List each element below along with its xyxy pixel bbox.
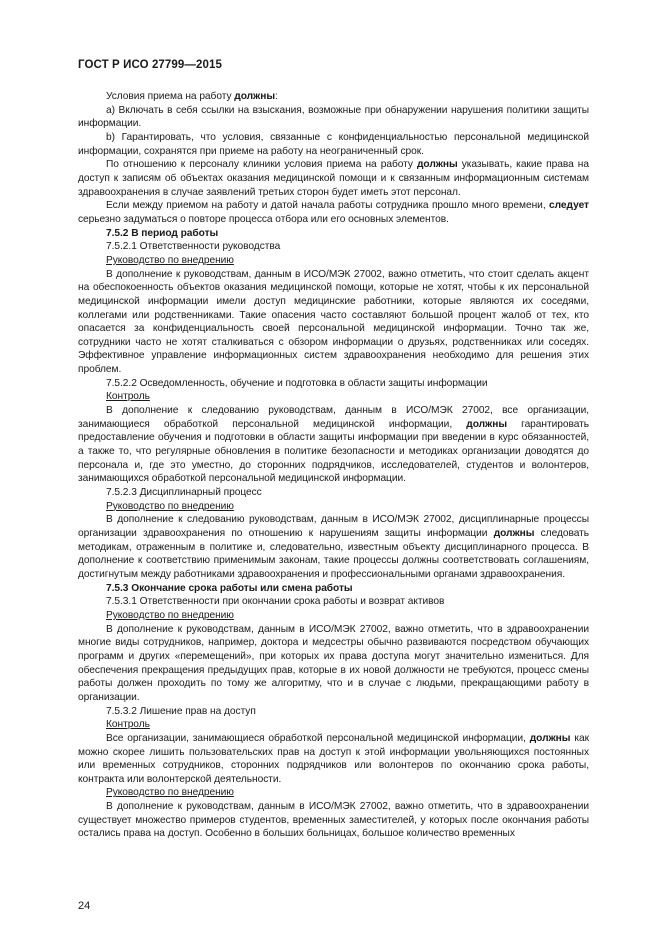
underlined-label-text: Контроль [106,391,150,403]
underlined-label [78,390,589,404]
underlined-label [78,500,589,514]
subsection-heading: 7.5.3.2 Лишение прав на доступ [106,705,256,717]
bold-term: следует [549,200,589,212]
bold-term: должны [493,528,535,539]
bold-term: должны [234,91,275,102]
paragraph [78,800,589,841]
subsection-heading: 7.5.2.1 Ответственности руководства [106,241,281,253]
paragraph [78,199,589,226]
text-run: В дополнение к следованию руководствам, данным в ИСО/МЭК 27002, все организации, занимающиеся обработкой персональной медицинской информации, [78,405,589,430]
document-body [78,90,589,841]
bold-term: должны [466,418,507,430]
paragraph [78,732,589,787]
page-number: 24 [78,900,91,912]
subsection-heading: 7.5.3.1 Ответственности при окончании срока работы и возврат активов [106,596,445,608]
paragraph [78,404,589,486]
underlined-label-text: Руководство по внедрению [106,254,234,266]
section-heading: 7.5.2 В период работы [106,227,219,239]
text-run: В дополнение к следованию руководствам, данным в ИСО/МЭК 27002, дисциплинарные процессы организации здравоохранения по отношению к нарушениям защиты информации [78,514,589,539]
paragraph [78,513,589,581]
underlined-label-text: Контроль [106,719,150,731]
section-heading: 7.5.3 Окончание срока работы или смена работы [106,582,353,594]
underlined-label-text: Руководство по внедрению [106,609,234,621]
bold-term: должны [416,159,458,171]
document-header: ГОСТ Р ИСО 27799—2015 [78,59,223,71]
underlined-label [78,254,589,268]
subsection-heading: 7.5.2.2 Осведомленность, обучение и подготовка в области защиты информации [106,377,488,389]
underlined-label [78,609,589,623]
text-run: В дополнение к руководствам, данным в ИСО/МЭК 27002, важно отметить, что стоит сделать акцент на обеспокоенность объектов оказания медицинской помощи, которые не хотят, чтобы к их персональной медицинской информации имели доступ медицинские работники, которые являются их соседями, коллегами или родственниками. Такие опасения часто составляют большой процент жалоб от тех, кто опасается за конфиденциальность своей персональной медицинской информации. Точно так же, сотрудники часто не хотят сталкиваться с обзором информации о друзьях, родственниках или соседях. Эффективное управление информационных систем здравоохранения необходимо для решения этих проблем. [78,268,589,376]
text-run: По отношению к персоналу клиники условия приема на работу [106,159,417,171]
text-run: следовать методикам, отраженным в политике и, следовательно, известным объекту дисциплинарного процесса. В дополнение к соответствию применимым законам, такие процессы должны соответствовать соглашениям, достигнутым между работниками здравоохранения и профессиональными органами здравоохранения. [78,528,589,580]
text-run: В дополнение к руководствам, данным в ИСО/МЭК 27002, важно отметить, что в здравоохранении многие виды сотрудников, например, доктора и медсестры обычно развиваются посредством обучающих программ и других «перемещений», при которых их права доступа могут значительно измениться. Для обеспечения прекращения предыдущих прав, которые в их новой должности не требуются, процесс смены работы должен проходить по тому же алгоритму, что и в случае с людьми, прекращающими работу в организации. [78,623,589,703]
underlined-label-text: Руководство по внедрению [106,500,234,512]
text-run: а) Включать в себя ссылки на взыскания, возможные при обнаружении нарушения политики защиты информации. [78,104,589,130]
text-run: серьезно задуматься о повторе процесса отбора или его основных элементов. [78,213,449,225]
subsection-heading: 7.5.2.3 Дисциплинарный процесс [106,487,262,499]
paragraph [78,90,589,104]
text-run: гарантировать предоставление обучения и подготовки в области защиты информации при введении в курс обязанностей, а также то, что регулярные обновления в политике безопасности и методиках организации доводятся до персонала и, где это уместно, до сторонних подрядчиков, исследователей, студентов и волонтеров, занимающихся обработкой персональной медицинской информации. [78,418,589,485]
text-run: b) Гарантировать, что условия, связанные с конфиденциальностью персональной медицинской информации, сохранятся при приеме на работу на неограниченный срок. [78,131,589,157]
paragraph [78,623,589,705]
text-run: Условия приема на работу [106,91,235,102]
paragraph [78,158,589,199]
underlined-label [78,718,589,732]
text-run: как можно скорее лишить пользовательских прав на доступ к этой информации увольняющихся постоянных или временных сотрудников, сторонних подрядчиков или волонтеров по окончанию срока работы, контракта или волонтерской деятельности. [78,732,589,785]
paragraph [78,268,589,377]
text-run: Все организации, занимающиеся обработкой персональной медицинской информации, [106,732,530,744]
text-run: указывать, какие права на доступ к записям об объектах оказания медицинской помощи и к связанным информационным системам здравоохранения в случае заявлений третьих сторон будет иметь этот персонал. [78,159,589,198]
paragraph [78,104,589,131]
underlined-label [78,786,589,800]
bold-term: должны [529,732,571,744]
text-run: Если между приемом на работу и датой начала работы сотрудника прошло много времени, [106,200,550,212]
underlined-label-text: Руководство по внедрению [106,787,234,799]
paragraph [78,131,589,158]
text-run: : [274,91,278,102]
text-run: В дополнение к руководствам, данным в ИСО/МЭК 27002, важно отметить, что в здравоохранении существует множество примеров студентов, временных заместителей, у которых после окончания работы остались права на доступ. Особенно в больших больницах, большое количество временных [78,801,589,840]
